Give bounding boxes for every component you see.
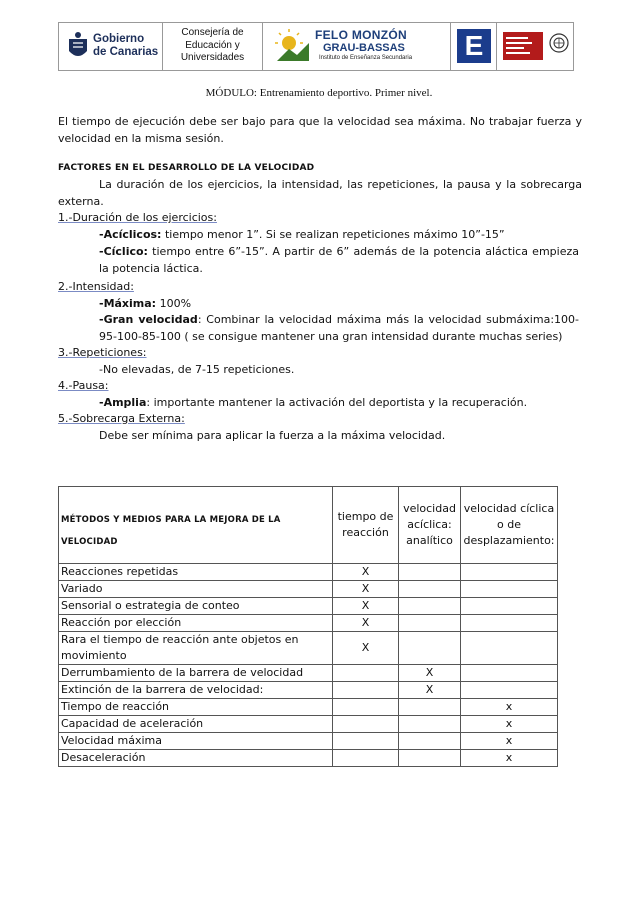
- table-row: [59, 733, 558, 750]
- felo-subtitle: GRAU-BASSAS: [323, 42, 405, 54]
- sun-mountain-icon: [275, 29, 311, 63]
- method-cell: Velocidad máxima: [59, 733, 333, 750]
- ciclica-mark: [461, 632, 558, 665]
- aciclica-mark: X: [399, 682, 461, 699]
- aciclica-mark: [399, 699, 461, 716]
- table-row: [59, 632, 558, 665]
- ciclica-mark: x: [461, 699, 558, 716]
- col-header-ciclica: velocidad cíclica o de desplazamiento:: [461, 487, 558, 564]
- pausa-label: -Amplia: [99, 396, 147, 409]
- section-5-heading: 5.-Sobrecarga Externa:: [58, 412, 185, 425]
- aciclica-mark: [399, 716, 461, 733]
- factors-summary: La duración de los ejercicios, la intensidad, las repeticiones, la pausa y la sobrecarga externa.: [58, 178, 582, 208]
- aciclica-mark: X: [399, 665, 461, 682]
- ciclica-mark: x: [461, 750, 558, 767]
- university-logos-cell: [497, 23, 573, 70]
- consejeria-line2: Educación y: [185, 39, 240, 51]
- ciclica-mark: x: [461, 716, 558, 733]
- maxima-text: 100%: [156, 297, 192, 310]
- aciclica-mark: [399, 632, 461, 665]
- table-row: [59, 581, 558, 598]
- methods-table: [58, 486, 558, 767]
- module-title: MÓDULO: Entrenamiento deportivo. Primer nivel.: [205, 87, 433, 99]
- method-cell: Capacidad de aceleración: [59, 716, 333, 733]
- ciclica-mark: [461, 564, 558, 581]
- reaccion-mark: [333, 733, 399, 750]
- gobierno-text: [93, 33, 158, 59]
- table-row: [59, 615, 558, 632]
- e-letter: E: [464, 30, 484, 61]
- canarias-crest-icon: [67, 31, 89, 61]
- method-cell: Rara el tiempo de reacción ante objetos en movimiento: [59, 632, 333, 665]
- felo-title: FELO MONZÓN: [315, 28, 407, 42]
- table-title-line1: MÉTODOS Y MEDIOS PARA LA MEJORA DE LA: [61, 515, 281, 525]
- section-4-heading: 4.-Pausa:: [58, 379, 109, 392]
- aciclicos-label: -Acíclicos:: [99, 228, 162, 241]
- sobrecarga-text: Debe ser mínima para aplicar la fuerza a la máxima velocidad.: [99, 429, 446, 442]
- consejeria-line3: Universidades: [180, 52, 245, 63]
- gran-velocidad-item: [99, 312, 579, 345]
- table-row: [59, 564, 558, 581]
- section-1-heading: 1.-Duración de los ejercicios:: [58, 211, 217, 224]
- header-logos-band: [58, 22, 574, 71]
- ciclica-mark: [461, 581, 558, 598]
- method-cell: Extinción de la barrera de velocidad:: [59, 682, 333, 699]
- reaccion-mark: [333, 716, 399, 733]
- felo-institute: Instituto de Enseñanza Secundaria: [319, 55, 413, 61]
- maxima-label: -Máxima:: [99, 297, 157, 310]
- section-2-heading: 2.-Intensidad:: [58, 280, 134, 293]
- reaccion-mark: X: [333, 581, 399, 598]
- ciclico-text: tiempo entre 6”-15”. A partir de 6” además de la potencia aláctica empieza la potencia láctica.: [99, 245, 579, 275]
- method-cell: Tiempo de reacción: [59, 699, 333, 716]
- aciclica-mark: [399, 750, 461, 767]
- e-logo-cell: [451, 23, 497, 70]
- ciclica-mark: [461, 682, 558, 699]
- reaccion-mark: [333, 665, 399, 682]
- aciclica-mark: [399, 598, 461, 615]
- university-seal-icon: [549, 33, 569, 53]
- gran-velocidad-text: : Combinar la velocidad máxima más la velocidad submáxima:100-95-100-85-100 ( se consigue mantener una gran intensidad durante muchas series): [99, 313, 579, 343]
- gobierno-canarias-logo: [59, 23, 163, 70]
- consejeria-cell: [163, 23, 263, 70]
- aciclica-mark: [399, 615, 461, 632]
- reaccion-mark: X: [333, 632, 399, 665]
- intro-paragraph: El tiempo de ejecución debe ser bajo para que la velocidad sea máxima. No trabajar fuerza y velocidad en la misma sesión.: [58, 115, 582, 145]
- table-title-cell: [59, 487, 333, 564]
- reaccion-mark: [333, 699, 399, 716]
- aciclicos-text: tiempo menor 1”. Si se realizan repeticiones máximo 10”-15”: [161, 228, 505, 241]
- method-cell: Reacción por elección: [59, 615, 333, 632]
- table-row: [59, 716, 558, 733]
- felo-monzon-logo: [263, 23, 451, 70]
- method-cell: Sensorial o estrategia de conteo: [59, 598, 333, 615]
- reaccion-mark: [333, 750, 399, 767]
- table-row: [59, 682, 558, 699]
- pausa-item: [99, 395, 527, 412]
- consejeria-text: [163, 27, 262, 65]
- aciclica-mark: [399, 581, 461, 598]
- method-cell: Reacciones repetidas: [59, 564, 333, 581]
- table-row: [59, 598, 558, 615]
- ciclica-mark: [461, 598, 558, 615]
- e-logo-icon: [457, 29, 491, 63]
- table-header-row: [59, 487, 558, 564]
- table-row: [59, 750, 558, 767]
- aciclica-mark: [399, 733, 461, 750]
- ciclico-label: -Cíclico:: [99, 245, 148, 258]
- maxima-item: [99, 296, 191, 313]
- table-row: [59, 699, 558, 716]
- col-header-reaccion: tiempo de reacción: [333, 487, 399, 564]
- ciclica-mark: [461, 615, 558, 632]
- table-row: [59, 665, 558, 682]
- consejeria-line1: Consejería de: [181, 27, 244, 38]
- reaccion-mark: X: [333, 615, 399, 632]
- ciclica-mark: [461, 665, 558, 682]
- section-3-heading: 3.-Repeticiones:: [58, 346, 147, 359]
- table-title: [61, 497, 330, 553]
- factors-heading: FACTORES EN EL DESARROLLO DE LA VELOCIDAD: [58, 163, 315, 173]
- aciclica-mark: [399, 564, 461, 581]
- university-banner-icon: [503, 32, 543, 60]
- ciclico-item: [99, 244, 579, 277]
- pausa-text: : importante mantener la activación del deportista y la recuperación.: [146, 396, 528, 409]
- gobierno-line2: de Canarias: [93, 46, 159, 58]
- method-cell: Desaceleración: [59, 750, 333, 767]
- table-body: [59, 564, 558, 767]
- method-cell: Derrumbamiento de la barrera de velocidad: [59, 665, 333, 682]
- reaccion-mark: [333, 682, 399, 699]
- reaccion-mark: X: [333, 598, 399, 615]
- repeticiones-text: -No elevadas, de 7-15 repeticiones.: [99, 363, 295, 376]
- method-cell: Variado: [59, 581, 333, 598]
- table-title-line2: VELOCIDAD: [61, 537, 118, 547]
- aciclicos-item: [99, 227, 505, 244]
- reaccion-mark: X: [333, 564, 399, 581]
- col-header-aciclica: velocidad acíclica: analítico: [399, 487, 461, 564]
- gobierno-line1: Gobierno: [93, 33, 145, 45]
- gran-velocidad-label: -Gran velocidad: [99, 313, 198, 326]
- ciclica-mark: x: [461, 733, 558, 750]
